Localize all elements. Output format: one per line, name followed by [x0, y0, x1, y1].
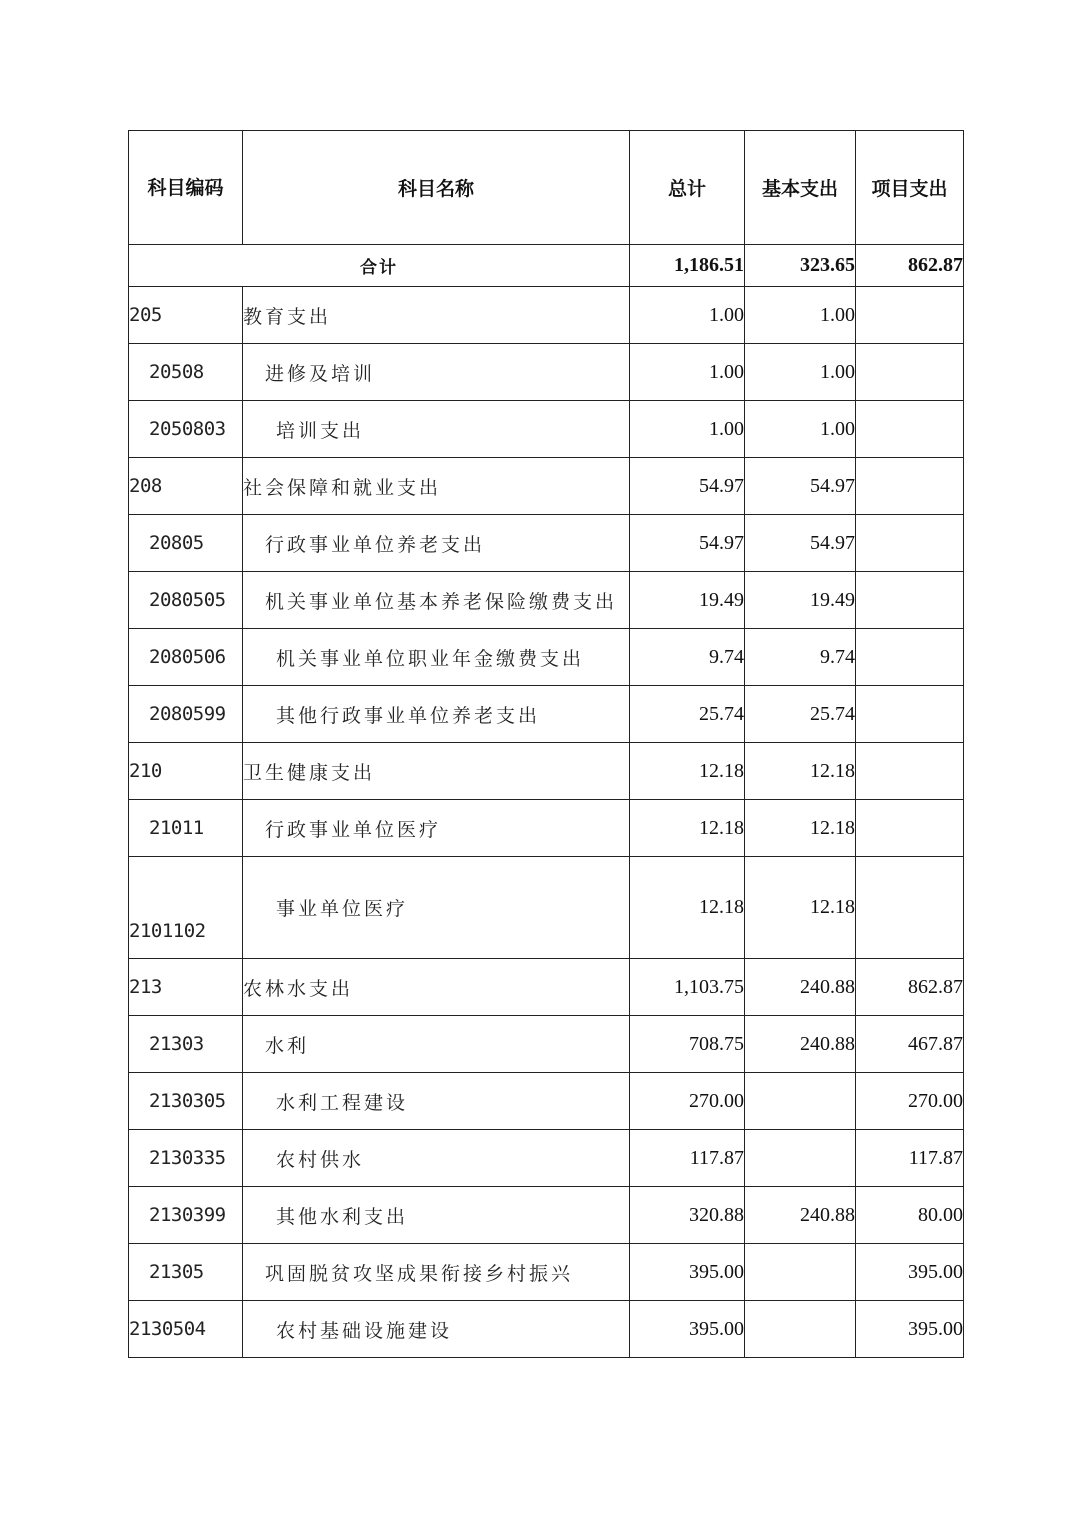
table-row — [129, 458, 964, 515]
row-project — [856, 743, 964, 800]
row-code: 2130504 — [129, 1301, 243, 1358]
row-code: 21011 — [129, 800, 243, 857]
row-name: 农村基础设施建设 — [243, 1301, 630, 1358]
table-row — [129, 515, 964, 572]
row-code: 2130399 — [129, 1187, 243, 1244]
row-code: 20805 — [129, 515, 243, 572]
row-name: 教育支出 — [243, 287, 630, 344]
summary-project: 862.87 — [856, 245, 964, 287]
row-code: 2050803 — [129, 401, 243, 458]
row-project — [856, 344, 964, 401]
row-total: 270.00 — [630, 1073, 745, 1130]
row-name: 其他水利支出 — [243, 1187, 630, 1244]
table-row — [129, 1244, 964, 1301]
row-basic — [745, 1301, 856, 1358]
row-project — [856, 629, 964, 686]
row-basic: 1.00 — [745, 401, 856, 458]
table-row — [129, 1187, 964, 1244]
row-basic: 240.88 — [745, 1016, 856, 1073]
row-code: 2080506 — [129, 629, 243, 686]
row-code: 20508 — [129, 344, 243, 401]
summary-total: 1,186.51 — [630, 245, 745, 287]
row-project — [856, 515, 964, 572]
table-row — [129, 1130, 964, 1187]
row-total: 12.18 — [630, 857, 745, 959]
row-project: 80.00 — [856, 1187, 964, 1244]
row-name: 水利工程建设 — [243, 1073, 630, 1130]
row-name: 行政事业单位医疗 — [243, 800, 630, 857]
row-name: 其他行政事业单位养老支出 — [243, 686, 630, 743]
row-total: 395.00 — [630, 1244, 745, 1301]
row-basic: 54.97 — [745, 515, 856, 572]
row-basic: 12.18 — [745, 800, 856, 857]
row-total: 1.00 — [630, 344, 745, 401]
row-code: 2080505 — [129, 572, 243, 629]
row-project — [856, 572, 964, 629]
table-row — [129, 800, 964, 857]
row-project: 467.87 — [856, 1016, 964, 1073]
table-row — [129, 857, 964, 959]
row-name: 农林水支出 — [243, 959, 630, 1016]
header-code: 科目编码 — [129, 131, 243, 245]
row-name: 机关事业单位职业年金缴费支出 — [243, 629, 630, 686]
row-basic — [745, 1244, 856, 1301]
row-total: 1,103.75 — [630, 959, 745, 1016]
row-name: 机关事业单位基本养老保险缴费支出 — [243, 572, 630, 629]
summary-row — [129, 245, 964, 287]
row-name: 进修及培训 — [243, 344, 630, 401]
table-row — [129, 572, 964, 629]
row-total: 25.74 — [630, 686, 745, 743]
row-name: 水利 — [243, 1016, 630, 1073]
row-basic: 54.97 — [745, 458, 856, 515]
row-code: 210 — [129, 743, 243, 800]
table-row — [129, 1016, 964, 1073]
row-basic: 12.18 — [745, 857, 856, 959]
row-project — [856, 401, 964, 458]
header-row — [129, 131, 964, 245]
row-name: 事业单位医疗 — [243, 857, 630, 959]
row-total: 12.18 — [630, 800, 745, 857]
row-name: 农村供水 — [243, 1130, 630, 1187]
row-total: 54.97 — [630, 458, 745, 515]
row-basic: 1.00 — [745, 344, 856, 401]
row-basic: 25.74 — [745, 686, 856, 743]
table-row — [129, 686, 964, 743]
row-code: 2101102 — [129, 857, 243, 959]
row-project: 117.87 — [856, 1130, 964, 1187]
table-row — [129, 743, 964, 800]
row-total: 19.49 — [630, 572, 745, 629]
row-total: 1.00 — [630, 401, 745, 458]
table-row — [129, 401, 964, 458]
row-project: 395.00 — [856, 1301, 964, 1358]
row-basic — [745, 1130, 856, 1187]
row-name: 卫生健康支出 — [243, 743, 630, 800]
row-project: 270.00 — [856, 1073, 964, 1130]
row-name: 行政事业单位养老支出 — [243, 515, 630, 572]
row-total: 1.00 — [630, 287, 745, 344]
header-total: 总计 — [630, 131, 745, 245]
row-basic: 1.00 — [745, 287, 856, 344]
row-code: 205 — [129, 287, 243, 344]
table-row — [129, 287, 964, 344]
row-project — [856, 458, 964, 515]
table-row — [129, 959, 964, 1016]
row-code: 208 — [129, 458, 243, 515]
row-total: 320.88 — [630, 1187, 745, 1244]
row-code: 2080599 — [129, 686, 243, 743]
row-name: 培训支出 — [243, 401, 630, 458]
row-project: 395.00 — [856, 1244, 964, 1301]
row-project — [856, 686, 964, 743]
row-code: 2130305 — [129, 1073, 243, 1130]
row-basic — [745, 1073, 856, 1130]
row-total: 9.74 — [630, 629, 745, 686]
row-project: 862.87 — [856, 959, 964, 1016]
row-basic: 19.49 — [745, 572, 856, 629]
budget-expenditure-table — [128, 130, 964, 1358]
row-name: 社会保障和就业支出 — [243, 458, 630, 515]
row-basic: 12.18 — [745, 743, 856, 800]
table-row — [129, 344, 964, 401]
row-code: 213 — [129, 959, 243, 1016]
row-project — [856, 287, 964, 344]
summary-label: 合计 — [129, 245, 630, 287]
header-basic: 基本支出 — [745, 131, 856, 245]
table-row — [129, 1301, 964, 1358]
row-project — [856, 857, 964, 959]
row-basic: 9.74 — [745, 629, 856, 686]
row-project — [856, 800, 964, 857]
row-total: 395.00 — [630, 1301, 745, 1358]
table-row — [129, 1073, 964, 1130]
header-name: 科目名称 — [243, 131, 630, 245]
row-total: 12.18 — [630, 743, 745, 800]
header-project: 项目支出 — [856, 131, 964, 245]
row-code: 2130335 — [129, 1130, 243, 1187]
row-basic: 240.88 — [745, 959, 856, 1016]
row-basic: 240.88 — [745, 1187, 856, 1244]
row-code: 21303 — [129, 1016, 243, 1073]
row-total: 54.97 — [630, 515, 745, 572]
row-total: 708.75 — [630, 1016, 745, 1073]
row-name: 巩固脱贫攻坚成果衔接乡村振兴 — [243, 1244, 630, 1301]
summary-basic: 323.65 — [745, 245, 856, 287]
table-row — [129, 629, 964, 686]
row-total: 117.87 — [630, 1130, 745, 1187]
row-code: 21305 — [129, 1244, 243, 1301]
